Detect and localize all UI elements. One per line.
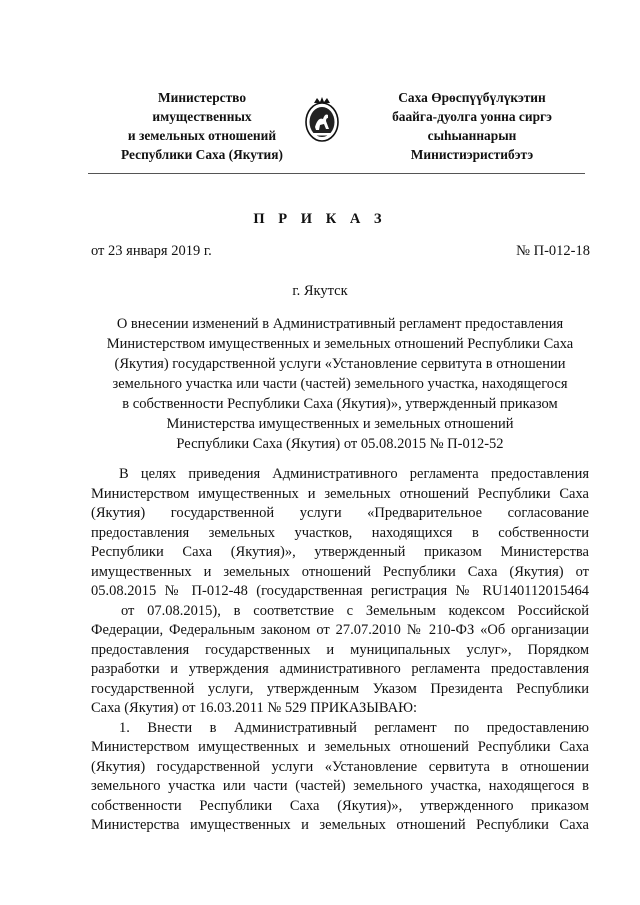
header-left-line: Республики Саха (Якутия): [121, 147, 283, 162]
body-line: Федерации, Федеральным законом от 27.07.2010 № 210-ФЗ «Об организации: [91, 622, 589, 638]
header-right-line: Саха Өрөспүүбүлүкэтин: [398, 90, 546, 105]
body-line: предоставления государственных и муниципальных услуг», Порядком: [91, 641, 589, 658]
body-line: (Якутия) государственной услуги «Предварительное согласование: [91, 505, 589, 521]
body-line: разработки и утверждения административного регламента предоставления: [91, 661, 589, 677]
document-title: П Р И К А З: [253, 211, 387, 227]
body-line: собственности Республики Саха (Якутия)», утвержденного приказом: [91, 797, 589, 814]
header-right-line: баайга-дуолга уонна сиргэ: [392, 109, 552, 124]
body-line: Саха (Якутия) от 16.03.2011 № 529 ПРИКАЗЫВАЮ:: [91, 700, 418, 716]
body-line: В целях приведения Административного регламента предоставления: [119, 466, 589, 482]
body-line: от 07.08.2015), в соответствие с Земельным кодексом Российской: [121, 602, 589, 619]
header-right-line: Министиэристибэтэ: [410, 147, 534, 162]
subject-line: О внесении изменений в Административный регламент предоставления: [116, 316, 564, 332]
header-divider: [88, 173, 585, 174]
body-line: 1. Внести в Административный регламент по предоставлению: [119, 719, 589, 736]
body-line: государственной услуги, утвержденным Указом Президента Республики: [91, 680, 589, 697]
header-right-line: сыһыаннарын: [427, 128, 517, 143]
body-line: земельного участка или части (частей) земельного участка, находящегося в: [91, 778, 589, 794]
header-left-line: имущественных: [152, 109, 252, 124]
body-line: (Якутия) государственной услуги «Установление сервитута в отношении: [91, 758, 589, 775]
subject-line: Министерства имущественных и земельных отношений: [166, 416, 514, 432]
sakha-coat-of-arms-icon: [304, 95, 340, 145]
subject-line: в собственности Республики Саха (Якутия)», утвержденный приказом: [122, 396, 558, 412]
header-left-line: и земельных отношений: [127, 128, 277, 143]
subject-line: Республики Саха (Якутия) от 05.08.2015 № П-012-52: [176, 436, 504, 452]
body-line: предоставления земельных участков, находящихся в собственности: [91, 524, 589, 541]
body-line: Министерством имущественных и земельных отношений Республики Саха: [91, 739, 589, 755]
body-line: Министерства имущественных и земельных отношений Республики Саха: [91, 817, 589, 833]
body-line: имущественных и земельных отношений Республики Саха (Якутия) от: [91, 563, 589, 580]
body-line: Министерством имущественных и земельных отношений Республики Саха: [91, 485, 589, 502]
header-left-line: Министерство: [157, 90, 247, 105]
order-date: от 23 января 2019 г.: [91, 243, 212, 259]
body-line: 05.08.2015 № П-012-48 (государственная регистрация № RU140112015464: [91, 583, 589, 599]
subject-line: Министерством имущественных и земельных отношений Республики Саха: [106, 336, 574, 352]
body-line: Республики Саха (Якутия)», утвержденный приказом Министерства: [91, 544, 589, 560]
order-body: [91, 465, 589, 836]
order-number: № П-012-18: [516, 243, 590, 259]
header-left-ministry-ru: [92, 88, 312, 164]
subject-line: (Якутия) государственной услуги «Установление сервитута в отношении: [114, 356, 566, 372]
header-right-ministry-sah: [362, 88, 582, 164]
order-city: г. Якутск: [292, 283, 348, 299]
order-subject: [92, 314, 588, 454]
subject-line: земельного участка или части (частей) земельного участка, находящегося: [112, 376, 568, 392]
